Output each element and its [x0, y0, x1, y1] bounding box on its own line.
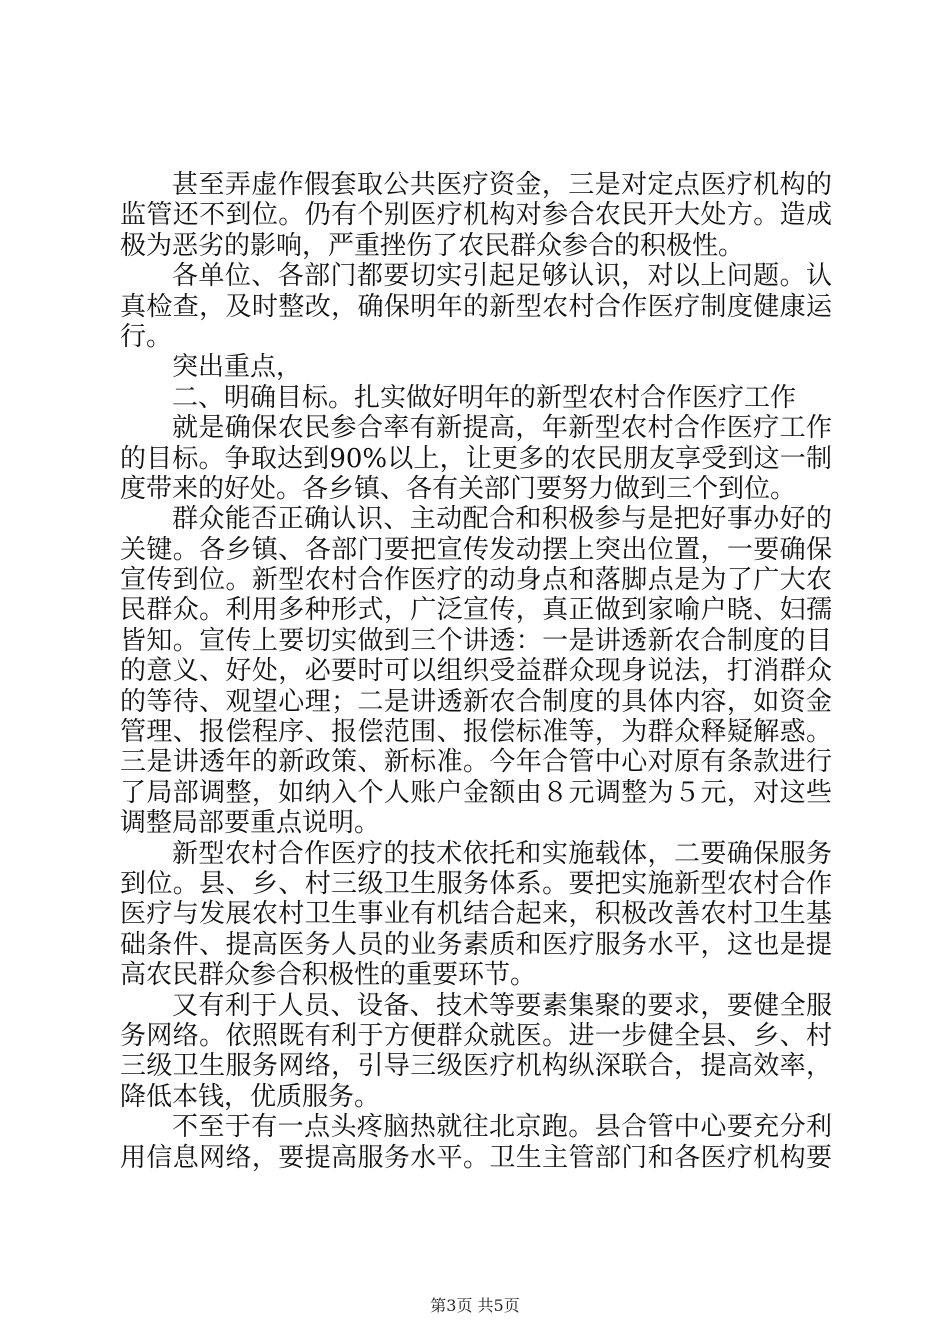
- text-line: 了局部调整，如纳入个人账户金额由８元调整为５元，对这些: [120, 777, 832, 808]
- text-line: 群众能否正确认识、主动配合和积极参与是把好事办好的: [172, 504, 832, 535]
- text-line: 监管还不到位。仍有个别医疗机构对参合农民开大处方。造成: [120, 200, 832, 231]
- text-line: 各单位、各部门都要切实引起足够认识，对以上问题。认: [172, 261, 832, 292]
- text-line: 甚至弄虚作假套取公共医疗资金，三是对定点医疗机构的: [172, 170, 832, 200]
- text-line: 的等待、观望心理；二是讲透新农合制度的具体内容，如资金: [120, 686, 832, 717]
- text-line: 真检查，及时整改，确保明年的新型农村合作医疗制度健康运: [120, 291, 832, 322]
- document-body: [120, 170, 832, 1173]
- text-line: 降低本钱，优质服务。: [120, 1081, 381, 1112]
- text-line: 础条件、提高医务人员的业务素质和医疗服务水平，这也是提: [120, 929, 832, 960]
- text-line: 调整局部要重点说明。: [120, 808, 381, 839]
- text-line: 的目标。争取达到90%以上，让更多的农民朋友享受到这一制: [120, 443, 832, 474]
- text-line: 高农民群众参合积极性的重要环节。: [120, 960, 537, 991]
- text-line: 就是确保农民参合率有新提高，年新型农村合作医疗工作: [172, 413, 832, 444]
- text-line: 又有利于人员、设备、技术等要素集聚的要求，要健全服: [172, 990, 832, 1021]
- text-line: 宣传到位。新型农村合作医疗的动身点和落脚点是为了广大农: [120, 565, 832, 596]
- text-line: 民群众。利用多种形式，广泛宣传，真正做到家喻户晓、妇孺: [120, 595, 832, 626]
- text-line: 极为恶劣的影响，严重挫伤了农民群众参合的积极性。: [120, 230, 745, 261]
- text-line: 三是讲透年的新政策、新标准。今年合管中心对原有条款进行: [120, 747, 832, 778]
- text-line: 三级卫生服务网络，引导三级医疗机构纵深联合，提高效率，: [120, 1051, 832, 1082]
- text-line: 医疗与发展农村卫生事业有机结合起来，积极改善农村卫生基: [120, 899, 832, 930]
- text-line: 务网络。依照既有利于方便群众就医。进一步健全县、乡、村: [120, 1020, 832, 1051]
- text-line: 行。: [120, 321, 173, 352]
- page-footer: 第3页 共5页: [430, 1296, 520, 1315]
- text-line: 新型农村合作医疗的技术依托和实施载体，二要确保服务: [172, 838, 832, 869]
- text-line: 到位。县、乡、村三级卫生服务体系。要把实施新型农村合作: [120, 868, 832, 899]
- text-line: 用信息网络，要提高服务水平。卫生主管部门和各医疗机构要: [120, 1142, 832, 1173]
- text-line: 二、明确目标。扎实做好明年的新型农村合作医疗工作: [172, 382, 797, 413]
- text-line: 管理、报偿程序、报偿范围、报偿标准等，为群众释疑解惑。: [120, 717, 832, 748]
- text-line: 不至于有一点头疼脑热就往北京跑。县合管中心要充分利: [172, 1112, 832, 1143]
- text-line: 皆知。宣传上要切实做到三个讲透：一是讲透新农合制度的目: [120, 625, 832, 656]
- text-line: 的意义、好处，必要时可以组织受益群众现身说法，打消群众: [120, 656, 832, 687]
- text-line: 度带来的好处。各乡镇、各有关部门要努力做到三个到位。: [120, 473, 797, 504]
- text-line: 突出重点，: [172, 352, 303, 383]
- text-line: 关键。各乡镇、各部门要把宣传发动摆上突出位置，一要确保: [120, 534, 832, 565]
